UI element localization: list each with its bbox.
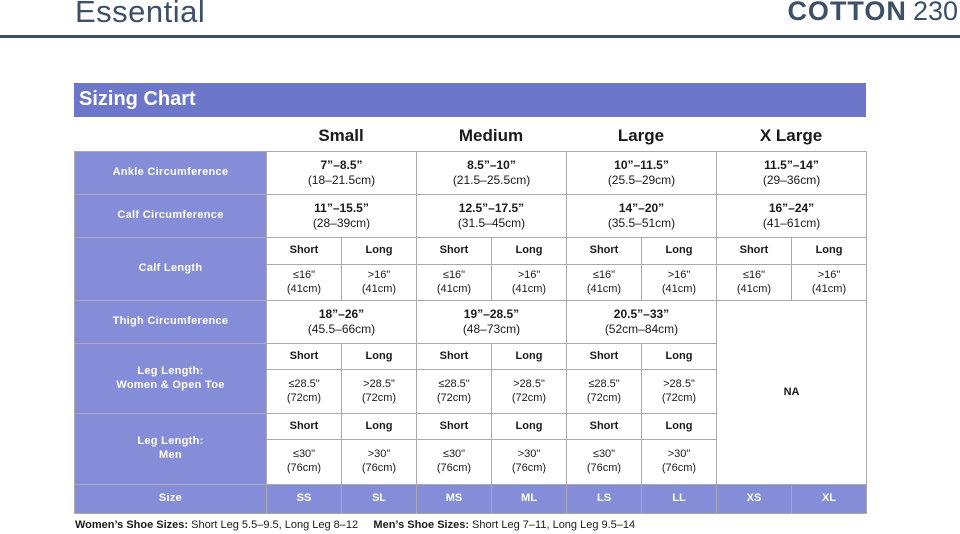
- leg-men-sub: Long: [642, 414, 717, 440]
- row-calf-length-sub: [75, 238, 867, 265]
- size-code: ML: [492, 485, 567, 514]
- calf-len-sub: Short: [717, 238, 792, 265]
- leg-men-sub: Long: [342, 414, 417, 440]
- leg-men-value: ≤30" (76cm): [267, 440, 342, 485]
- size-header-large: Large: [617, 126, 665, 145]
- calf-len-value: >16" (41cm): [642, 265, 717, 301]
- calf-len-value: ≤16" (41cm): [417, 265, 492, 301]
- leg-men-sub: Short: [567, 414, 642, 440]
- calf-len-sub: Long: [792, 238, 867, 265]
- thigh-small: 18”–26” (45.5–66cm): [267, 301, 417, 344]
- row-label-leg-men: Leg Length: Men: [75, 414, 267, 485]
- leg-women-value: ≤28.5" (72cm): [267, 370, 342, 414]
- size-code: SL: [342, 485, 417, 514]
- calf-len-value: >16" (41cm): [792, 265, 867, 301]
- leg-men-value: >30" (76cm): [642, 440, 717, 485]
- leg-women-sub: Short: [267, 344, 342, 370]
- row-thigh: [75, 301, 867, 344]
- size-code: MS: [417, 485, 492, 514]
- brand-essential: Essential: [75, 0, 206, 29]
- women-shoe-label: Women’s Shoe Sizes:: [75, 519, 189, 531]
- leg-women-value: >28.5" (72cm): [492, 370, 567, 414]
- leg-women-value: ≤28.5" (72cm): [417, 370, 492, 414]
- thigh-large: 20.5”–33” (52cm–84cm): [567, 301, 717, 344]
- row-ankle: [75, 152, 867, 195]
- calf-circ-medium: 12.5”–17.5” (31.5–45cm): [417, 195, 567, 238]
- calf-len-sub: Short: [417, 238, 492, 265]
- leg-women-value: >28.5" (72cm): [642, 370, 717, 414]
- sizing-table: [74, 151, 867, 514]
- thigh-medium: 19”–28.5” (48–73cm): [417, 301, 567, 344]
- size-code: XS: [717, 485, 792, 514]
- brand-cotton: COTTON: [787, 0, 907, 26]
- row-label-leg-women: Leg Length: Women & Open Toe: [75, 344, 267, 414]
- size-code: XL: [792, 485, 867, 514]
- calf-len-sub: Long: [492, 238, 567, 265]
- calf-circ-small: 11”–15.5” (28–39cm): [267, 195, 417, 238]
- leg-women-sub: Long: [492, 344, 567, 370]
- page-header: [0, 0, 960, 38]
- leg-men-value: >30" (76cm): [342, 440, 417, 485]
- calf-len-sub: Long: [642, 238, 717, 265]
- size-header-xlarge: X Large: [759, 126, 823, 145]
- men-shoe-text: Short Leg 7–11, Long Leg 9.5–14: [472, 519, 636, 531]
- brand-product: [787, 0, 958, 27]
- row-size: [75, 485, 867, 514]
- leg-women-value: >28.5" (72cm): [342, 370, 417, 414]
- men-shoe-label: Men’s Shoe Sizes:: [373, 519, 469, 531]
- row-calf-circumference: [75, 195, 867, 238]
- size-header-small: Small: [318, 126, 364, 145]
- shoe-size-note: [75, 519, 635, 531]
- calf-circ-xlarge: 16”–24” (41–61cm): [717, 195, 867, 238]
- calf-circ-large: 14”–20” (35.5–51cm): [567, 195, 717, 238]
- leg-men-sub: Short: [267, 414, 342, 440]
- size-code: LL: [642, 485, 717, 514]
- leg-women-sub: Short: [417, 344, 492, 370]
- calf-len-sub: Short: [267, 238, 342, 265]
- row-label-thigh: Thigh Circumference: [75, 301, 267, 344]
- calf-len-value: >16" (41cm): [342, 265, 417, 301]
- row-label-calf-circumference: Calf Circumference: [75, 195, 267, 238]
- ankle-large: 10”–11.5” (25.5–29cm): [567, 152, 717, 195]
- ankle-xlarge: 11.5”–14” (29–36cm): [717, 152, 867, 195]
- size-code: LS: [567, 485, 642, 514]
- row-label-ankle: Ankle Circumference: [75, 152, 267, 195]
- leg-women-sub: Long: [342, 344, 417, 370]
- leg-women-sub: Short: [567, 344, 642, 370]
- brand-number: 230: [912, 0, 958, 26]
- calf-len-value: ≤16" (41cm): [717, 265, 792, 301]
- leg-men-value: ≤30" (76cm): [417, 440, 492, 485]
- size-code: SS: [267, 485, 342, 514]
- row-label-size: Size: [75, 485, 267, 514]
- calf-len-value: ≤16" (41cm): [567, 265, 642, 301]
- leg-women-sub: Long: [642, 344, 717, 370]
- leg-men-value: >30" (76cm): [492, 440, 567, 485]
- calf-len-sub: Long: [342, 238, 417, 265]
- leg-men-sub: Long: [492, 414, 567, 440]
- leg-men-value: ≤30" (76cm): [567, 440, 642, 485]
- leg-women-value: ≤28.5" (72cm): [567, 370, 642, 414]
- calf-len-sub: Short: [567, 238, 642, 265]
- size-header-medium: Medium: [458, 126, 524, 145]
- leg-men-sub: Short: [417, 414, 492, 440]
- na-cell: NA: [717, 301, 867, 485]
- calf-len-value: >16" (41cm): [492, 265, 567, 301]
- chart-title: Sizing Chart: [74, 83, 866, 117]
- row-label-calf-length: Calf Length: [75, 238, 267, 301]
- women-shoe-text: Short Leg 5.5–9.5, Long Leg 8–12: [191, 519, 359, 531]
- ankle-medium: 8.5”–10” (21.5–25.5cm): [417, 152, 567, 195]
- ankle-small: 7”–8.5” (18–21.5cm): [267, 152, 417, 195]
- calf-len-value: ≤16" (41cm): [267, 265, 342, 301]
